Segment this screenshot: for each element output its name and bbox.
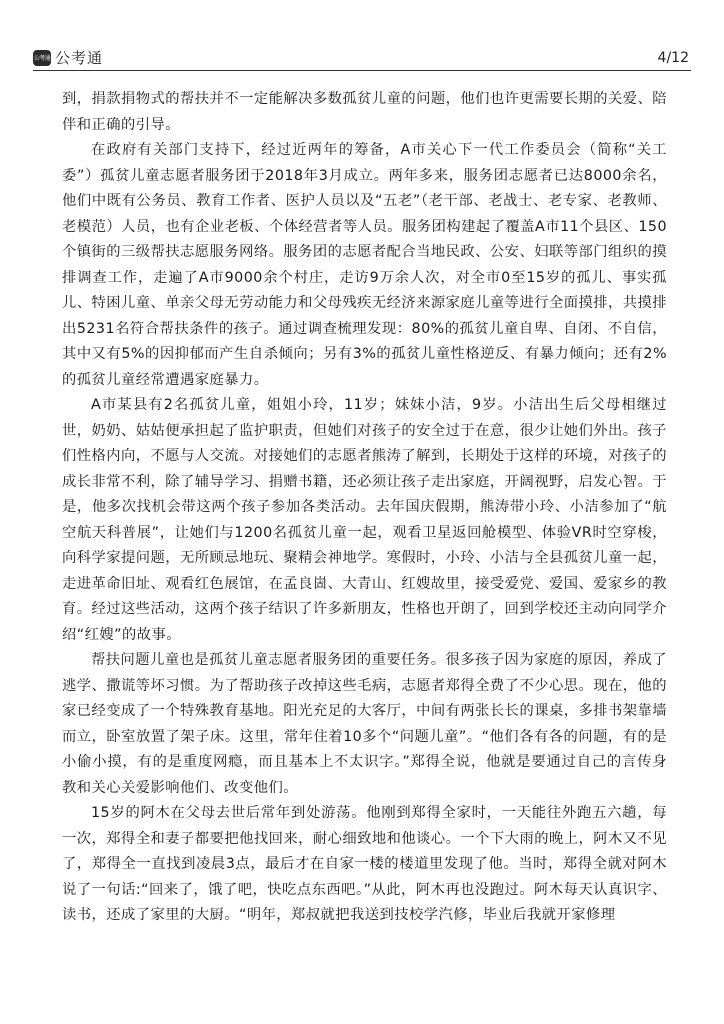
logo-text: 公考通: [55, 49, 104, 67]
page-header: [33, 40, 691, 71]
paragraph-continuation: 到，捐款捐物式的帮扶并不一定能解决多数孤贫儿童的问题，他们也许更需要长期的关爱、陪伴和正确的引导。: [62, 91, 667, 133]
paragraph: 15岁的阿木在父母去世后常年到处游荡。他刚到郑得全家时，一天能往外跑五六趟，每一次，郑得全和妻子都要把他找回来，耐心细致地和他谈心。一个下大雨的晚上，阿木又不见了，郑得全一直找到凌晨3点，最后才在自家一楼的楼道里发现了他。当时，郑得全就对阿木说了一句话:“回来了，饿了吧，快吃点东西吧。”从此，阿木再也没跑过。阿木每天认真识字、读书，还成了家里的大厨。“明年，郑叔就把我送到技校学汽修，毕业后我就开家修理: [62, 805, 667, 923]
paragraph: 帮扶问题儿童也是孤贫儿童志愿者服务团的重要任务。很多孩子因为家庭的原因，养成了逃学、撒谎等坏习惯。为了帮助孩子改掉这些毛病，志愿者郑得全费了不少心思。现在，他的家已经变成了一个特殊教育基地。阳光充足的大客厅，中间有两张长长的课桌，多排书架靠墙而立，卧室放置了架子床。这里，常年住着10多个“问题儿童”。“他们各有各的问题，有的是小偷小摸，有的是重度网瘾，而且基本上不太识字。”郑得全说，他就是要通过自己的言传身教和关心关爱影响他们、改变他们。: [62, 652, 667, 796]
logo-icon: 公考通: [33, 50, 51, 66]
paragraph: A市某县有2名孤贫儿童，姐姐小玲，11岁；妹妹小洁，9岁。小洁出生后父母相继过世，奶奶、姑姑便承担起了监护职责，但她们对孩子的安全过于在意，很少让她们外出。孩子们性格内向，不愿与人交流。对接她们的志愿者熊涛了解到，长期处于这样的环境，对孩子的成长非常不利，除了辅导学习、捐赠书籍，还必须让孩子走出家庭，开阔视野，启发心智。于是，他多次找机会带这两个孩子参加各类活动。去年国庆假期，熊涛带小玲、小洁参加了“航空航天科普展”，让她们与1200名孤贫儿童一起，观看卫星返回舱模型、体验VR时空穿梭，向科学家提问题，无所顾忌地玩、聚精会神地学。寒假时，小玲、小洁与全县孤贫儿童一起，走进革命旧址、观看红色展馆，在孟良崮、大青山、红嫂故里，接受爱党、爱国、爱家乡的教育。经过这些活动，这两个孩子结识了许多新朋友，性格也开朗了，回到学校还主动向同学介绍“红嫂”的故事。: [62, 397, 667, 643]
page-number: 4/12: [657, 50, 689, 66]
paragraph: 在政府有关部门支持下，经过近两年的筹备，A市关心下一代工作委员会（简称“关工委”）孤贫儿童志愿者服务团于2018年3月成立。两年多来，服务团志愿者已达8000余名，他们中既有公务员、教育工作者、医护人员以及“五老”（老干部、老战士、老专家、老教师、老模范）人员，也有企业老板、个体经营者等人员。服务团构建起了覆盖A市11个县区、150个镇街的三级帮扶志愿服务网络。服务团的志愿者配合当地民政、公安、妇联等部门组织的摸排调查工作，走遍了A市9000余个村庄，走访9万余人次，对全市0至15岁的孤儿、事实孤儿、特困儿童、单亲父母无劳动能力和父母残疾无经济来源家庭儿童等进行全面摸排，共摸排出5231名符合帮扶条件的孩子。通过调查梳理发现：80%的孤贫儿童自卑、自闭、不自信，其中又有5%的因抑郁而产生自杀倾向；另有3%的孤贫儿童性格逆反、有暴力倾向；还有2%的孤贫儿童经常遭遇家庭暴力。: [62, 142, 667, 388]
logo: [33, 47, 103, 68]
document-body: [62, 87, 667, 929]
